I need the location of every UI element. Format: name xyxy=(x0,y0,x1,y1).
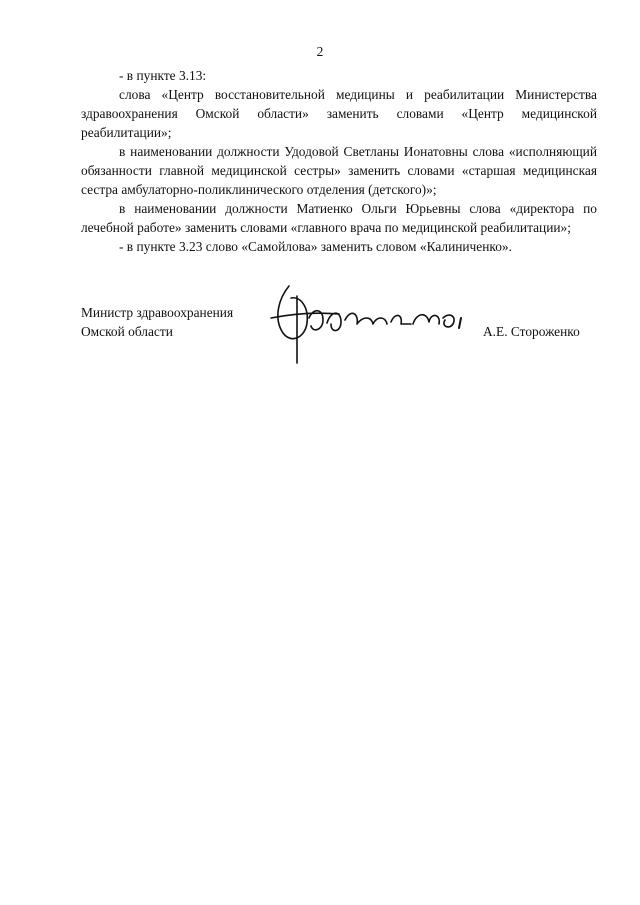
signature-block xyxy=(81,303,597,393)
handwritten-signature xyxy=(261,278,471,368)
signer-position-line-1: Министр здравоохранения xyxy=(81,305,234,320)
page-number: 2 xyxy=(316,44,324,59)
paragraph-item-3-23: - в пункте 3.23 слово «Самойлова» заменить словом «Калиниченко». xyxy=(119,239,512,254)
signer-name: А.Е. Стороженко xyxy=(483,324,580,339)
paragraph-center-rename: слова «Центр восстановительной медицины и реабилитации Министерства здравоохранения Омской области» заменить словами «Центр медицинской реабилитации»; xyxy=(81,87,597,140)
paragraph-udodova-position: в наименовании должности Удодовой Светланы Ионатовны слова «исполняющий обязанности главной медицинской сестры» заменить словами «старшая медицинская сестра амбулаторно-поликлинического отделения (детского)»; xyxy=(81,144,597,197)
paragraph-matienko-position: в наименовании должности Матиенко Ольги Юрьевны слова «директора по лечебной работе» заменить словами «главного врача по медицинской реабилитации»; xyxy=(81,201,597,235)
signer-position-line-2: Омской области xyxy=(81,324,173,339)
signer-position xyxy=(81,303,271,341)
paragraph-item-3-13: - в пункте 3.13: xyxy=(119,68,207,83)
document-body xyxy=(81,66,597,256)
